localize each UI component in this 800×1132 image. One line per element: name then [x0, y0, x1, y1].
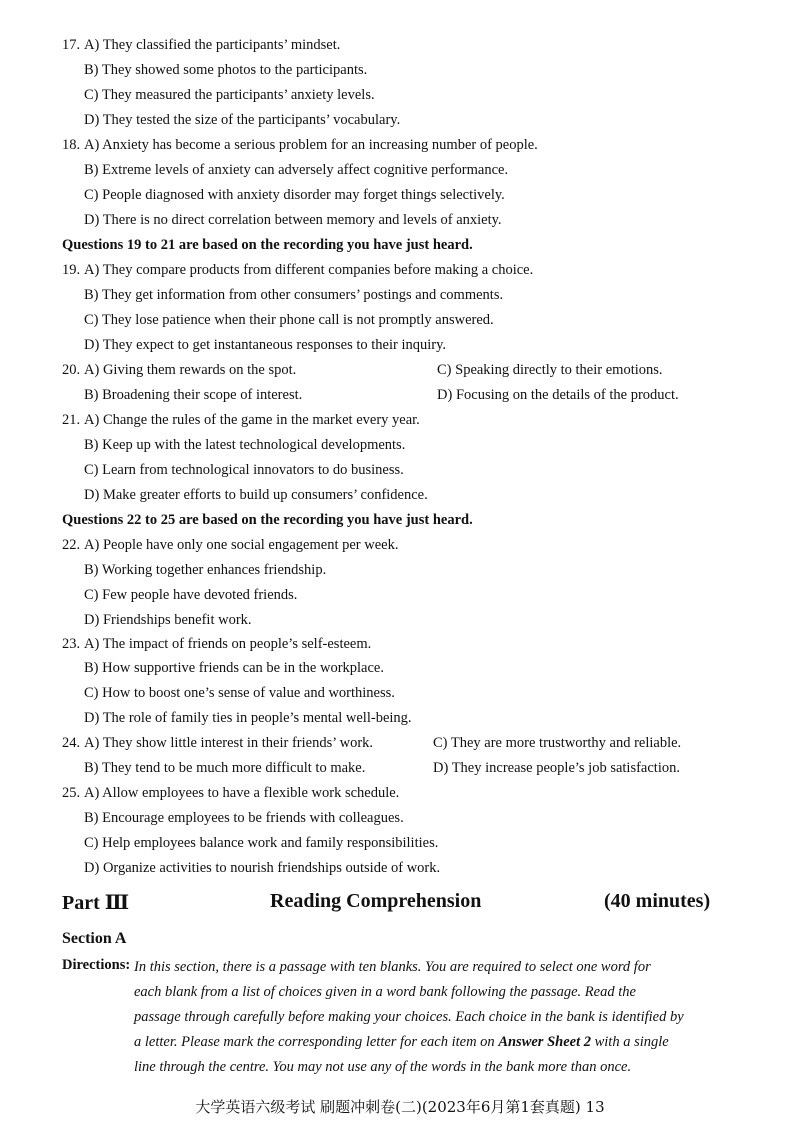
part-time: (40 minutes) — [604, 890, 711, 912]
directions-line-5: line through the centre. You may not use any of the words in the bank more than once. — [134, 1059, 632, 1075]
question-22-number: 22. — [62, 537, 81, 553]
part-title: Reading Comprehension — [270, 890, 482, 912]
question-21-number: 21. — [62, 412, 81, 428]
q22-option-b: B) Working together enhances friendship. — [84, 562, 327, 578]
directions-label: Directions: — [62, 957, 131, 973]
exam-page: 17. A) They classified the participants’ mindset. B) They showed some photos to the participants. C) They measured the participants’ anxiety levels. D) They tested the size of the participants’ vocabulary. 18. A) Anxiety has become a serious problem for an increasing number of people. B) Extreme levels of anxiety can adversely affect cognitive performance. C) People diagnosed with anxiety disorder may forget things selectively. D) There is no direct correlation between memory and levels of anxiety. Questions 19 to 21 are based on the recording you have just heard. 19. A) They compare products from different companies before making a choice. B) They get information from other consumers’ postings and comments. C) They lose patience when their phone call is not promptly answered. D) They expect to get instantaneous responses to their inquiry. 20. A) Giving them rewards on the spot. C) Speaking directly to their emotions. B) Broadening their scope of interest. D) Focusing on the details of the product. 21. A) Change the rules of the game in the market every year. B) Keep up with the latest technological developments. C) Learn from technological innovators to do business. D) Make greater efforts to build up consumers’ confidence. Questions 22 to 25 are based on the recording you have just heard. 22. A) People have only one social engagement per week. B) Working together enhances friendship. C) Few people have devoted friends. D) Friendships benefit work. 23. A) The impact of friends on people’s self-esteem. B) How supportive friends can be in the workplace. C) How to boost one’s sense of value and worthiness. D) The role of family ties in people’s mental well-being. 24. A) They show little interest in their friends’ work. C) They are more trustworthy and reliable. B) They tend to be much more difficult to make. D) They increase people’s job satisfaction. 25. A) Allow employees to have a flexible work schedule. B) Encourage employees to be friends with colleagues. C) Help employees balance work and family responsibilities. D) Organize activities to nourish friendships outside of work. Part Ⅲ Reading Comprehension (40 minutes) Section A Directions: In this section, there is a passage with ten blanks. You are required to select one word for each blank from a list of choices given in a word bank following the passage. Read the passage through carefully before making your choices. Each choice in the bank is identified by a letter. Please mark the corresponding letter for each item on Answer Sheet 2 with a single line through the centre. You may not use any of the words in the bank more than once. 大学英语六级考试 刷题冲刺卷(二)(2023年6月第1套真题) 13 — [0, 0, 800, 1132]
q24-option-a: A) They show little interest in their friends’ work. — [84, 735, 374, 751]
q25-option-a: A) Allow employees to have a flexible work schedule. — [84, 785, 400, 801]
q18-option-c: C) People diagnosed with anxiety disorder may forget things selectively. — [84, 187, 505, 203]
q25-option-b: B) Encourage employees to be friends with colleagues. — [84, 810, 404, 826]
q19-option-b: B) They get information from other consumers’ postings and comments. — [84, 287, 504, 303]
q24-option-d: D) They increase people’s job satisfaction. — [433, 760, 680, 776]
q25-option-c: C) Help employees balance work and family responsibilities. — [84, 835, 439, 851]
section-heading-19-21: Questions 19 to 21 are based on the recording you have just heard. — [62, 237, 473, 253]
part-label: Part Ⅲ — [62, 892, 130, 914]
q24-option-c: C) They are more trustworthy and reliable. — [433, 735, 682, 751]
q22-option-a: A) People have only one social engagement per week. — [84, 537, 399, 553]
page-footer: 大学英语六级考试 刷题冲刺卷(二)(2023年6月第1套真题) 13 — [195, 1098, 605, 1116]
question-24-number: 24. — [62, 735, 81, 751]
q24-option-b: B) They tend to be much more difficult to make. — [84, 760, 366, 776]
directions-line-4: a letter. Please mark the corresponding letter for each item on Answer Sheet 2 with a single — [134, 1034, 669, 1050]
q19-option-a: A) They compare products from different companies before making a choice. — [84, 262, 534, 278]
q25-option-d: D) Organize activities to nourish friendships outside of work. — [84, 860, 441, 876]
q21-option-c: C) Learn from technological innovators to do business. — [84, 462, 404, 478]
q23-option-b: B) How supportive friends can be in the workplace. — [84, 660, 384, 676]
directions-line-1: In this section, there is a passage with ten blanks. You are required to select one word for — [134, 959, 651, 975]
q20-option-b: B) Broadening their scope of interest. — [84, 387, 303, 403]
q18-option-b: B) Extreme levels of anxiety can adversely affect cognitive performance. — [84, 162, 509, 178]
q17-option-a: A) They classified the participants’ mindset. — [84, 37, 341, 53]
question-20-number: 20. — [62, 362, 81, 378]
q23-option-c: C) How to boost one’s sense of value and worthiness. — [84, 685, 395, 701]
q19-option-c: C) They lose patience when their phone call is not promptly answered. — [84, 312, 494, 328]
question-25-number: 25. — [62, 785, 81, 801]
q18-option-a: A) Anxiety has become a serious problem for an increasing number of people. — [84, 137, 538, 153]
q19-option-d: D) They expect to get instantaneous responses to their inquiry. — [84, 337, 447, 353]
q20-option-c: C) Speaking directly to their emotions. — [437, 362, 663, 378]
answer-sheet-ref: Answer Sheet 2 — [498, 1034, 591, 1050]
q17-option-b: B) They showed some photos to the participants. — [84, 62, 368, 78]
question-18-number: 18. — [62, 137, 81, 153]
q18-option-d: D) There is no direct correlation between memory and levels of anxiety. — [84, 212, 502, 228]
directions-line-3: passage through carefully before making your choices. Each choice in the bank is identified by — [134, 1009, 684, 1025]
section-title: Section A — [62, 930, 127, 947]
q20-option-a: A) Giving them rewards on the spot. — [84, 362, 297, 378]
question-19-number: 19. — [62, 262, 81, 278]
directions-line-2: each blank from a list of choices given in a word bank following the passage. Read the — [134, 984, 636, 1000]
q23-option-d: D) The role of family ties in people’s mental well-being. — [84, 710, 412, 726]
section-heading-22-25: Questions 22 to 25 are based on the recording you have just heard. — [62, 512, 473, 528]
q21-option-d: D) Make greater efforts to build up consumers’ confidence. — [84, 487, 428, 503]
q20-option-d: D) Focusing on the details of the product. — [437, 387, 679, 403]
q17-option-d: D) They tested the size of the participants’ vocabulary. — [84, 112, 401, 128]
q22-option-d: D) Friendships benefit work. — [84, 612, 252, 628]
q22-option-c: C) Few people have devoted friends. — [84, 587, 298, 603]
question-23-number: 23. — [62, 636, 81, 652]
q17-option-c: C) They measured the participants’ anxiety levels. — [84, 87, 375, 103]
q23-option-a: A) The impact of friends on people’s self-esteem. — [84, 636, 372, 652]
q21-option-a: A) Change the rules of the game in the market every year. — [84, 412, 420, 428]
q21-option-b: B) Keep up with the latest technological developments. — [84, 437, 406, 453]
